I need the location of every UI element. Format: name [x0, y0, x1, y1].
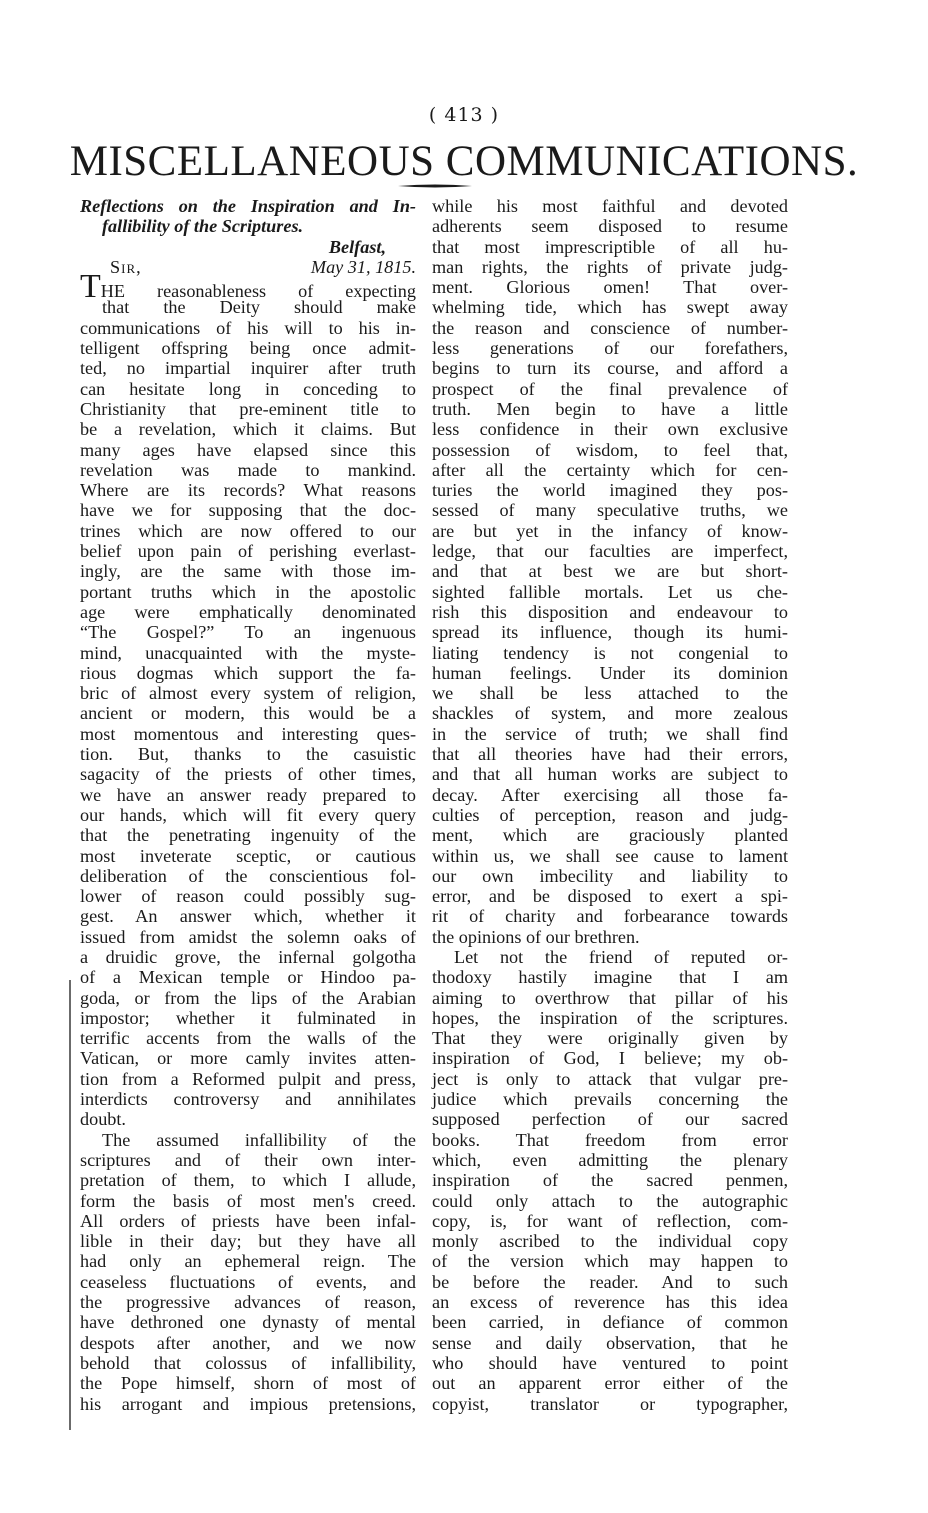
- text-line: lower of reason could possibly sug-: [80, 886, 416, 907]
- text-line: a druidic grove, the infernal golgotha: [80, 946, 416, 967]
- text-line: while his most faithful and devoted: [432, 196, 788, 216]
- text-line: “The Gospel?” To an ingenuous: [80, 622, 416, 643]
- text-line: shackles of system, and more zealous: [432, 703, 788, 724]
- text-line: lible in their day; but they have all: [80, 1231, 416, 1252]
- text-line: in the service of truth; we shall find: [432, 723, 788, 744]
- text-line: be a revelation, which it claims. But: [80, 419, 416, 440]
- text-line: sighted fallible mortals. Let us che-: [432, 581, 788, 602]
- text-line: Let not the friend of reputed or-: [454, 946, 788, 967]
- text-line: whelming tide, which has swept away: [432, 297, 788, 318]
- text-line: which, even admitting the plenary: [432, 1149, 788, 1170]
- text-line: thodoxy hastily imagine that I am: [432, 967, 788, 988]
- text-line: the Pope himself, shorn of most of: [80, 1373, 416, 1394]
- text-line: that the Deity should make: [102, 297, 416, 318]
- section-title: MISCELLANEOUS COMMUNICATIONS.: [69, 138, 859, 185]
- salutation-line: [80, 257, 416, 277]
- left-paragraph-1: [80, 297, 416, 1129]
- text-line: mind, unacquainted with the myste-: [80, 642, 416, 663]
- text-line: the progressive advances of reason,: [80, 1292, 416, 1313]
- text-line: human feelings. Under its dominion: [432, 662, 788, 683]
- text-line: our hands, which will fit every query: [80, 804, 416, 825]
- text-line: many ages have elapsed since this: [80, 439, 416, 460]
- text-line: his arrogant and impious pretensions,: [80, 1393, 416, 1414]
- text-line: ment, which are graciously planted: [432, 825, 788, 846]
- text-line: tion. But, thanks to the casuistic: [80, 744, 416, 765]
- text-line: possession of wisdom, to feel that,: [432, 439, 788, 460]
- letter-date: May 31, 1815.: [310, 256, 416, 277]
- text-line: scriptures and of their own inter-: [80, 1149, 416, 1170]
- text-line: That they were originally given by: [432, 1028, 788, 1049]
- text-line: spread its influence, though its humi-: [432, 622, 788, 643]
- text-line: despots after another, and we now: [80, 1332, 416, 1353]
- text-line: inspiration of God, I believe; my ob-: [432, 1048, 788, 1069]
- text-line: an excess of reverence has this idea: [432, 1292, 788, 1313]
- text-line: ledge, that our faculties are imperfect,: [432, 541, 788, 562]
- text-line: have we for supposing that the doc-: [80, 500, 416, 521]
- text-line: impostor; whether it fulminated in: [80, 1007, 416, 1028]
- text-line: within us, we shall see cause to lament: [432, 845, 788, 866]
- left-column: [80, 196, 416, 1414]
- text-line: books. That freedom from error: [432, 1129, 788, 1150]
- text-line: of the version which may happen to: [432, 1251, 788, 1272]
- text-line: ject is only to attack that vulgar pre-: [432, 1068, 788, 1089]
- margin-scan-line: [69, 980, 71, 1430]
- text-line: ingly, are the same with those im-: [80, 561, 416, 582]
- text-line: can hesitate long in conceding to: [80, 378, 416, 399]
- article-title-line-2: fallibility of the Scriptures.: [102, 216, 304, 237]
- text-line: rish this disposition and endeavour to: [432, 601, 788, 622]
- text-line: inspiration of the sacred penmen,: [432, 1170, 788, 1191]
- text-line: and that at best we are but short-: [432, 561, 788, 582]
- text-line: rit of charity and forbearance towards: [432, 906, 788, 927]
- text-line: gest. An answer which, whether it: [80, 906, 416, 927]
- text-line: liating tendency is not congenial to: [432, 642, 788, 663]
- article-place: Belfast,: [328, 236, 386, 257]
- text-line: doubt.: [80, 1109, 126, 1130]
- text-line: ancient or modern, this would be a: [80, 703, 416, 724]
- text-line: trines which are now offered to our: [80, 520, 416, 541]
- text-line: belief upon pain of perishing everlast-: [80, 541, 416, 562]
- text-line: The assumed infallibility of the: [102, 1129, 416, 1150]
- text-line: Where are its records? What reasons: [80, 480, 416, 501]
- text-line: portant truths which in the apostolic: [80, 581, 416, 602]
- text-line: ted, no impartial inquirer after truth: [80, 358, 416, 379]
- drop-cap: T: [80, 268, 101, 306]
- text-line: that the penetrating ingenuity of the: [80, 825, 416, 846]
- text-line: of a Mexican temple or Hindoo pa-: [80, 967, 416, 988]
- text-line: judice which prevails concerning the: [432, 1089, 788, 1110]
- left-paragraph-2: [80, 1130, 416, 1414]
- right-paragraph-1: [432, 196, 788, 947]
- text-line: are but yet in the infancy of know-: [432, 520, 788, 541]
- salutation: Sir,: [110, 256, 142, 277]
- text-line: less generations of our forefathers,: [432, 338, 788, 359]
- first-line: [80, 268, 416, 306]
- text-line: we shall be less attached to the: [432, 683, 788, 704]
- text-line: our own imbecility and liability to: [432, 865, 788, 886]
- text-line: the opinions of our brethren.: [432, 926, 640, 947]
- text-line: had only an ephemeral reign. The: [80, 1251, 416, 1272]
- text-line: turies the world imagined they pos-: [432, 480, 788, 501]
- text-line: deliberation of the conscientious fol-: [80, 865, 416, 886]
- right-paragraph-2: [432, 947, 788, 1414]
- text-line: pretation of them, to which I allude,: [80, 1170, 416, 1191]
- text-line: sense and daily observation, that he: [432, 1332, 788, 1353]
- text-line: sessed of many speculative truths, we: [432, 500, 788, 521]
- text-line: Vatican, or more camly invites atten-: [80, 1048, 416, 1069]
- text-line: have dethroned one dynasty of mental: [80, 1312, 416, 1333]
- text-line: out an apparent error either of the: [432, 1373, 788, 1394]
- text-line: less confidence in their own exclusive: [432, 419, 788, 440]
- article-title-line-1: Reflections on the Inspiration and In-: [80, 196, 416, 216]
- text-line: begins to turn its course, and afford a: [432, 358, 788, 379]
- text-line: who should have ventured to point: [432, 1352, 788, 1373]
- text-line: copy, is, for want of reflection, com-: [432, 1210, 788, 1231]
- text-line: aiming to overthrow that pillar of his: [432, 987, 788, 1008]
- text-line: sagacity of the priests of other times,: [80, 764, 416, 785]
- text-line: that all theories have had their errors,: [432, 744, 788, 765]
- text-line: and that all human works are subject to: [432, 764, 788, 785]
- text-line: All orders of priests have been infal-: [80, 1210, 416, 1231]
- text-line: tion from a Reformed pulpit and press,: [80, 1068, 416, 1089]
- text-line: we have an answer ready prepared to: [80, 784, 416, 805]
- text-line: terrific accents from the walls of the: [80, 1028, 416, 1049]
- text-line: adherents seem disposed to resume: [432, 216, 788, 237]
- text-line: prospect of the final prevalence of: [432, 378, 788, 399]
- text-line: culties of perception, reason and judg-: [432, 804, 788, 825]
- text-line: supposed perfection of our sacred: [432, 1109, 788, 1130]
- text-line: form the basis of most men's creed.: [80, 1190, 416, 1211]
- text-line: communications of his will to his in-: [80, 317, 416, 338]
- decorative-rule: [398, 184, 472, 188]
- page-number: ( 413 ): [428, 104, 500, 126]
- text-line: telligent offspring being once admit-: [80, 338, 416, 359]
- text-line: truth. Men begin to have a little: [432, 398, 788, 419]
- text-line: could only attach to the autographic: [432, 1190, 788, 1211]
- text-line: decay. After exercising all those fa-: [432, 784, 788, 805]
- text-line: most momentous and interesting ques-: [80, 723, 416, 744]
- text-line: error, and be disposed to exert a spi-: [432, 886, 788, 907]
- text-line: Christianity that pre-eminent title to: [80, 398, 416, 419]
- text-line: monly ascribed to the individual copy: [432, 1231, 788, 1252]
- text-line: most inveterate sceptic, or cautious: [80, 845, 416, 866]
- text-line: bric of almost every system of religion,: [80, 683, 416, 704]
- first-line-text: HE reasonableness of expecting: [100, 281, 416, 302]
- text-line: copyist, translator or typographer,: [432, 1393, 788, 1414]
- text-line: rious dogmas which support the fa-: [80, 662, 416, 683]
- text-line: ceaseless fluctuations of events, and: [80, 1271, 416, 1292]
- text-line: interdicts controversy and annihilates: [80, 1089, 416, 1110]
- text-line: age were emphatically denominated: [80, 601, 416, 622]
- text-line: issued from amidst the solemn oaks of: [80, 926, 416, 947]
- text-line: ment. Glorious omen! That over-: [432, 277, 788, 298]
- text-line: been carried, in defiance of common: [432, 1312, 788, 1333]
- text-line: after all the certainty which for cen-: [432, 459, 788, 480]
- right-column: [432, 196, 788, 1414]
- text-line: goda, or from the lips of the Arabian: [80, 987, 416, 1008]
- text-line: be before the reader. And to such: [432, 1271, 788, 1292]
- text-line: the reason and conscience of number-: [432, 317, 788, 338]
- text-line: behold that colossus of infallibility,: [80, 1352, 416, 1373]
- text-line: hopes, the inspiration of the scriptures.: [432, 1007, 788, 1028]
- text-line: man rights, the rights of private judg-: [432, 256, 788, 277]
- text-line: that most imprescriptible of all hu-: [432, 236, 788, 257]
- text-line: revelation was made to mankind.: [80, 459, 416, 480]
